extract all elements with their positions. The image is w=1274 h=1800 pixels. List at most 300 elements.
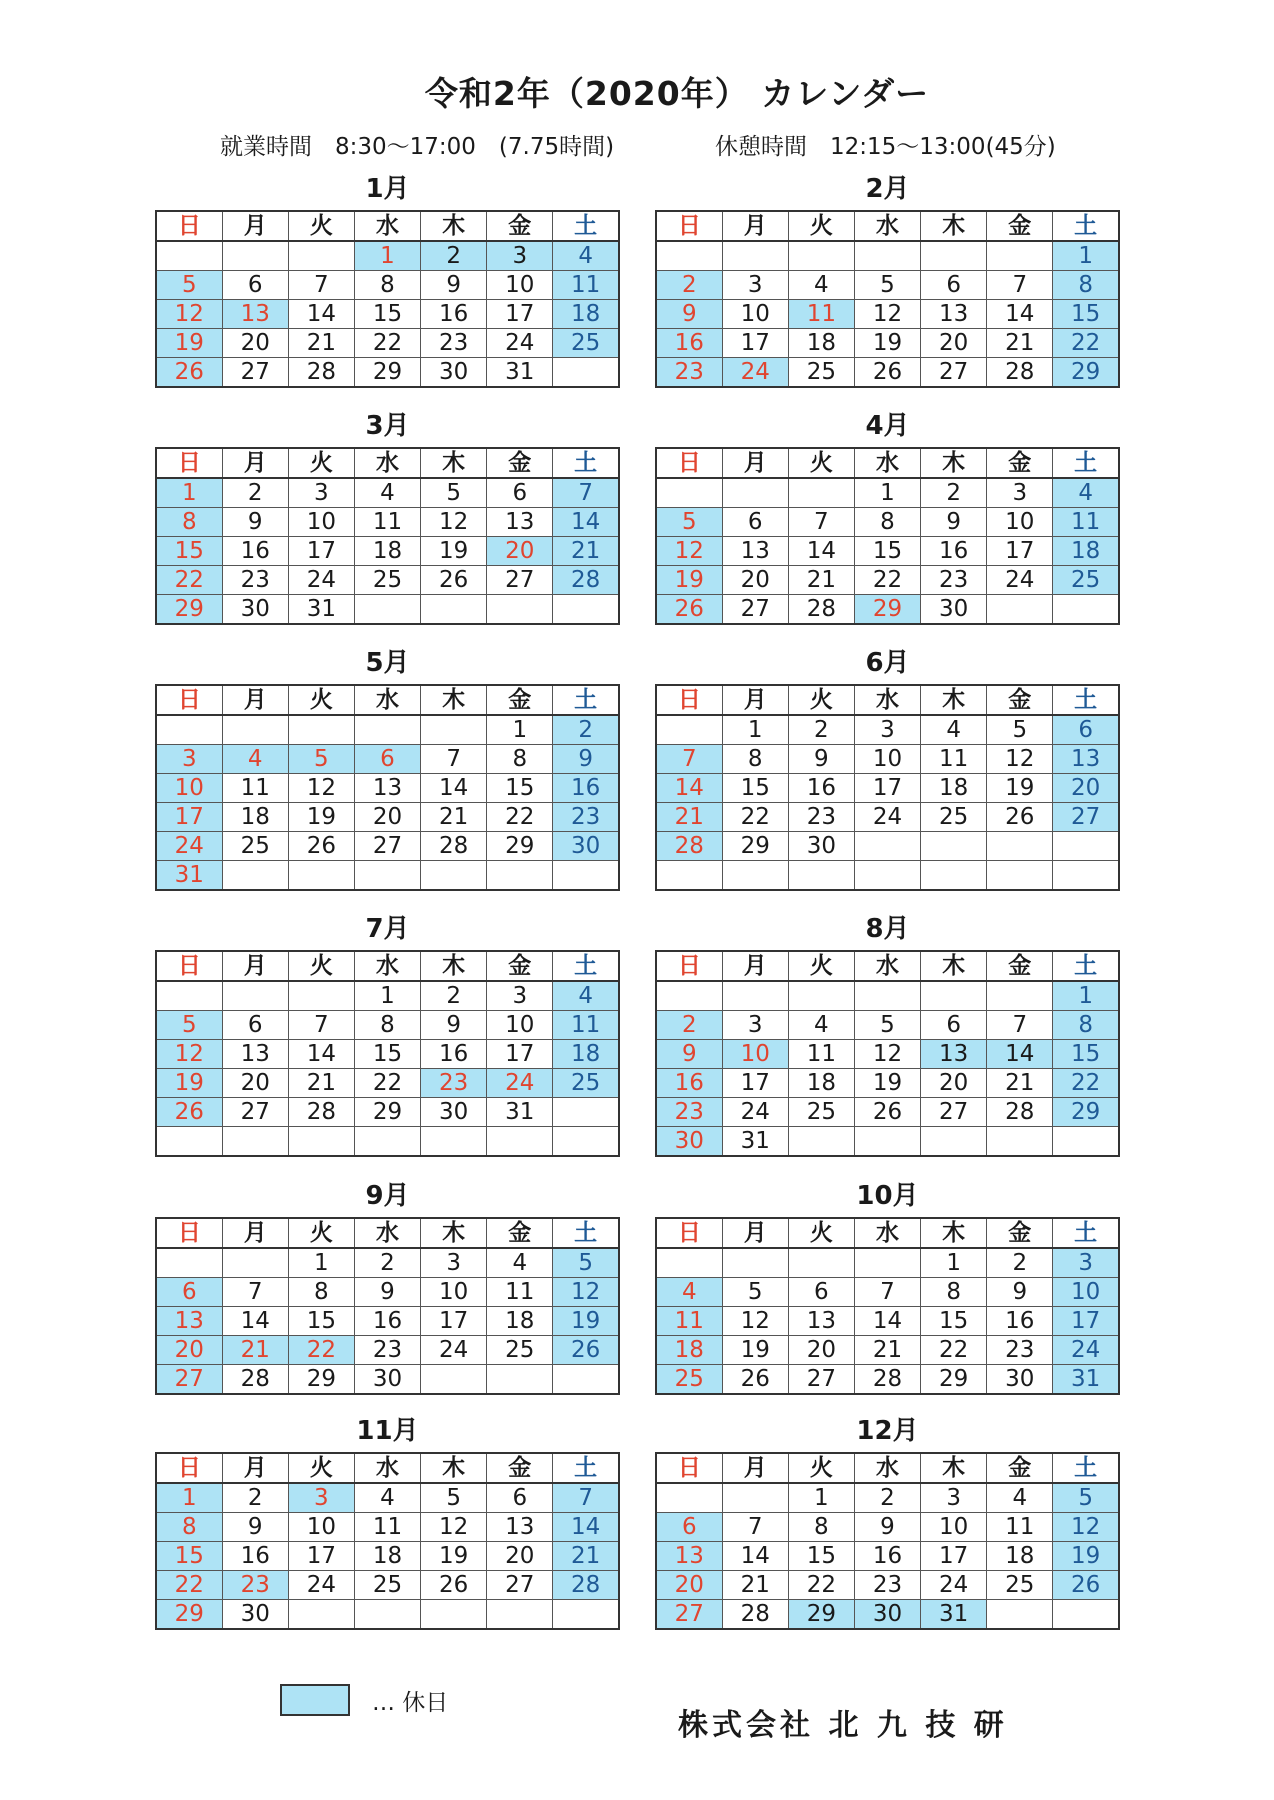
day-cell: 16 — [421, 300, 487, 329]
day-cell: 19 — [656, 566, 722, 595]
day-cell: 5 — [156, 1011, 222, 1040]
day-cell: 13 — [921, 1040, 987, 1069]
day-cell: 4 — [222, 745, 288, 774]
day-cell: 29 — [788, 1600, 854, 1630]
month-table — [155, 1452, 620, 1630]
weekday-header: 土 — [1053, 211, 1119, 241]
day-cell: 15 — [156, 537, 222, 566]
empty-cell — [421, 1600, 487, 1630]
weekday-header: 木 — [421, 951, 487, 981]
day-cell: 3 — [1053, 1248, 1119, 1278]
day-cell: 23 — [421, 1069, 487, 1098]
empty-cell — [288, 861, 354, 891]
day-cell: 19 — [156, 1069, 222, 1098]
day-cell: 10 — [987, 508, 1053, 537]
empty-cell — [487, 1365, 553, 1395]
empty-cell — [854, 832, 920, 861]
weekday-header: 水 — [354, 211, 420, 241]
empty-cell — [421, 595, 487, 625]
day-cell: 12 — [421, 508, 487, 537]
day-cell: 28 — [722, 1600, 788, 1630]
day-cell: 7 — [288, 1011, 354, 1040]
weekday-header: 月 — [222, 951, 288, 981]
empty-cell — [288, 1127, 354, 1157]
weekday-header: 土 — [553, 1218, 619, 1248]
day-cell: 23 — [553, 803, 619, 832]
day-cell: 20 — [921, 1069, 987, 1098]
day-cell: 22 — [156, 1571, 222, 1600]
day-cell: 7 — [553, 478, 619, 508]
empty-cell — [156, 1248, 222, 1278]
day-cell: 25 — [553, 329, 619, 358]
empty-cell — [487, 861, 553, 891]
empty-cell — [553, 358, 619, 388]
weekday-header: 金 — [987, 1453, 1053, 1483]
day-cell: 3 — [487, 981, 553, 1011]
day-cell: 26 — [288, 832, 354, 861]
day-cell: 18 — [656, 1336, 722, 1365]
day-cell: 31 — [288, 595, 354, 625]
weekday-header: 木 — [921, 951, 987, 981]
month-table — [655, 950, 1120, 1157]
day-cell: 6 — [921, 1011, 987, 1040]
weekday-header: 水 — [354, 448, 420, 478]
weekday-header: 月 — [722, 685, 788, 715]
empty-cell — [222, 861, 288, 891]
day-cell: 24 — [487, 329, 553, 358]
empty-cell — [222, 241, 288, 271]
day-cell: 11 — [921, 745, 987, 774]
day-cell: 29 — [921, 1365, 987, 1395]
day-cell: 14 — [222, 1307, 288, 1336]
day-cell: 16 — [921, 537, 987, 566]
day-cell: 5 — [987, 715, 1053, 745]
day-cell: 18 — [788, 1069, 854, 1098]
empty-cell — [553, 861, 619, 891]
day-cell: 23 — [788, 803, 854, 832]
day-cell: 15 — [1053, 1040, 1119, 1069]
month-title: 11月 — [356, 1416, 419, 1446]
weekday-header: 月 — [722, 448, 788, 478]
day-cell: 27 — [487, 1571, 553, 1600]
day-cell: 6 — [722, 508, 788, 537]
day-cell: 22 — [921, 1336, 987, 1365]
day-cell: 22 — [487, 803, 553, 832]
holiday-legend-swatch — [280, 1684, 350, 1716]
empty-cell — [921, 241, 987, 271]
day-cell: 4 — [553, 981, 619, 1011]
day-cell: 20 — [788, 1336, 854, 1365]
day-cell: 30 — [788, 832, 854, 861]
day-cell: 11 — [553, 1011, 619, 1040]
weekday-header: 木 — [921, 448, 987, 478]
day-cell: 7 — [288, 271, 354, 300]
empty-cell — [354, 1600, 420, 1630]
day-cell: 14 — [421, 774, 487, 803]
day-cell: 12 — [421, 1513, 487, 1542]
empty-cell — [421, 715, 487, 745]
day-cell: 23 — [354, 1336, 420, 1365]
day-cell: 14 — [553, 508, 619, 537]
day-cell: 4 — [921, 715, 987, 745]
day-cell: 11 — [553, 271, 619, 300]
day-cell: 29 — [288, 1365, 354, 1395]
weekday-header: 月 — [222, 448, 288, 478]
day-cell: 5 — [1053, 1483, 1119, 1513]
day-cell: 19 — [1053, 1542, 1119, 1571]
day-cell: 2 — [656, 1011, 722, 1040]
day-cell: 8 — [487, 745, 553, 774]
empty-cell — [987, 1127, 1053, 1157]
day-cell: 17 — [288, 537, 354, 566]
weekday-header: 月 — [722, 1218, 788, 1248]
empty-cell — [288, 241, 354, 271]
weekday-header: 月 — [722, 211, 788, 241]
empty-cell — [553, 1600, 619, 1630]
day-cell: 24 — [722, 358, 788, 388]
empty-cell — [788, 478, 854, 508]
day-cell: 2 — [354, 1248, 420, 1278]
day-cell: 1 — [288, 1248, 354, 1278]
empty-cell — [854, 1248, 920, 1278]
empty-cell — [788, 1127, 854, 1157]
day-cell: 27 — [722, 595, 788, 625]
month-title: 1月 — [365, 174, 410, 204]
day-cell: 26 — [722, 1365, 788, 1395]
weekday-header: 土 — [1053, 1218, 1119, 1248]
day-cell: 1 — [354, 241, 420, 271]
empty-cell — [722, 241, 788, 271]
weekday-header: 水 — [354, 1453, 420, 1483]
empty-cell — [222, 981, 288, 1011]
day-cell: 19 — [288, 803, 354, 832]
day-cell: 9 — [421, 1011, 487, 1040]
day-cell: 19 — [421, 1542, 487, 1571]
day-cell: 10 — [722, 300, 788, 329]
day-cell: 16 — [421, 1040, 487, 1069]
day-cell: 15 — [722, 774, 788, 803]
day-cell: 3 — [487, 241, 553, 271]
day-cell: 31 — [156, 861, 222, 891]
day-cell: 11 — [487, 1278, 553, 1307]
day-cell: 3 — [921, 1483, 987, 1513]
day-cell: 14 — [722, 1542, 788, 1571]
day-cell: 25 — [553, 1069, 619, 1098]
day-cell: 2 — [788, 715, 854, 745]
weekday-header: 日 — [156, 1453, 222, 1483]
day-cell: 16 — [987, 1307, 1053, 1336]
day-cell: 8 — [354, 1011, 420, 1040]
empty-cell — [656, 861, 722, 891]
weekday-header: 火 — [788, 211, 854, 241]
month-table — [655, 1217, 1120, 1395]
day-cell: 19 — [421, 537, 487, 566]
day-cell: 22 — [1053, 1069, 1119, 1098]
day-cell: 9 — [921, 508, 987, 537]
day-cell: 18 — [553, 1040, 619, 1069]
day-cell: 27 — [156, 1365, 222, 1395]
day-cell: 20 — [487, 1542, 553, 1571]
day-cell: 28 — [421, 832, 487, 861]
day-cell: 8 — [1053, 1011, 1119, 1040]
empty-cell — [354, 715, 420, 745]
day-cell: 30 — [421, 1098, 487, 1127]
day-cell: 24 — [1053, 1336, 1119, 1365]
day-cell: 17 — [288, 1542, 354, 1571]
day-cell: 9 — [222, 1513, 288, 1542]
day-cell: 25 — [487, 1336, 553, 1365]
empty-cell — [722, 981, 788, 1011]
day-cell: 22 — [354, 1069, 420, 1098]
day-cell: 1 — [354, 981, 420, 1011]
day-cell: 5 — [722, 1278, 788, 1307]
weekday-header: 土 — [553, 448, 619, 478]
day-cell: 21 — [722, 1571, 788, 1600]
day-cell: 2 — [854, 1483, 920, 1513]
day-cell: 26 — [854, 1098, 920, 1127]
day-cell: 18 — [487, 1307, 553, 1336]
day-cell: 7 — [854, 1278, 920, 1307]
empty-cell — [156, 1127, 222, 1157]
month-table — [155, 447, 620, 625]
day-cell: 10 — [722, 1040, 788, 1069]
day-cell: 10 — [288, 508, 354, 537]
day-cell: 12 — [656, 537, 722, 566]
weekday-header: 火 — [288, 211, 354, 241]
weekday-header: 金 — [487, 211, 553, 241]
empty-cell — [854, 861, 920, 891]
weekday-header: 水 — [354, 1218, 420, 1248]
day-cell: 26 — [156, 1098, 222, 1127]
day-cell: 25 — [1053, 566, 1119, 595]
weekday-header: 火 — [788, 1218, 854, 1248]
weekday-header: 土 — [1053, 685, 1119, 715]
day-cell: 12 — [553, 1278, 619, 1307]
day-cell: 6 — [354, 745, 420, 774]
day-cell: 28 — [288, 1098, 354, 1127]
weekday-header: 金 — [987, 1218, 1053, 1248]
weekday-header: 水 — [854, 951, 920, 981]
day-cell: 28 — [288, 358, 354, 388]
weekday-header: 水 — [854, 211, 920, 241]
day-cell: 27 — [222, 1098, 288, 1127]
day-cell: 5 — [553, 1248, 619, 1278]
month-table — [655, 1452, 1120, 1630]
day-cell: 14 — [987, 300, 1053, 329]
day-cell: 31 — [921, 1600, 987, 1630]
day-cell: 1 — [156, 1483, 222, 1513]
day-cell: 19 — [854, 329, 920, 358]
month-table — [155, 684, 620, 891]
day-cell: 6 — [656, 1513, 722, 1542]
day-cell: 2 — [553, 715, 619, 745]
day-cell: 21 — [854, 1336, 920, 1365]
day-cell: 16 — [656, 329, 722, 358]
day-cell: 7 — [421, 745, 487, 774]
day-cell: 5 — [288, 745, 354, 774]
day-cell: 29 — [487, 832, 553, 861]
weekday-header: 月 — [722, 1453, 788, 1483]
day-cell: 29 — [1053, 358, 1119, 388]
day-cell: 6 — [487, 1483, 553, 1513]
day-cell: 20 — [354, 803, 420, 832]
day-cell: 30 — [854, 1600, 920, 1630]
day-cell: 4 — [987, 1483, 1053, 1513]
day-cell: 8 — [788, 1513, 854, 1542]
empty-cell — [487, 1600, 553, 1630]
day-cell: 30 — [987, 1365, 1053, 1395]
day-cell: 1 — [788, 1483, 854, 1513]
day-cell: 26 — [1053, 1571, 1119, 1600]
empty-cell — [553, 1098, 619, 1127]
day-cell: 10 — [288, 1513, 354, 1542]
weekday-header: 月 — [222, 1218, 288, 1248]
day-cell: 4 — [1053, 478, 1119, 508]
day-cell: 14 — [788, 537, 854, 566]
month-title: 7月 — [365, 914, 410, 944]
day-cell: 25 — [788, 358, 854, 388]
day-cell: 10 — [487, 1011, 553, 1040]
empty-cell — [656, 981, 722, 1011]
day-cell: 29 — [354, 358, 420, 388]
day-cell: 24 — [487, 1069, 553, 1098]
day-cell: 30 — [222, 1600, 288, 1630]
day-cell: 15 — [288, 1307, 354, 1336]
empty-cell — [421, 1365, 487, 1395]
empty-cell — [722, 1248, 788, 1278]
empty-cell — [722, 478, 788, 508]
day-cell: 21 — [288, 1069, 354, 1098]
weekday-header: 金 — [487, 951, 553, 981]
day-cell: 1 — [1053, 981, 1119, 1011]
day-cell: 30 — [921, 595, 987, 625]
day-cell: 15 — [788, 1542, 854, 1571]
day-cell: 23 — [921, 566, 987, 595]
empty-cell — [987, 832, 1053, 861]
day-cell: 8 — [354, 271, 420, 300]
day-cell: 31 — [1053, 1365, 1119, 1395]
day-cell: 27 — [354, 832, 420, 861]
day-cell: 27 — [788, 1365, 854, 1395]
day-cell: 28 — [553, 566, 619, 595]
day-cell: 30 — [656, 1127, 722, 1157]
day-cell: 19 — [854, 1069, 920, 1098]
day-cell: 12 — [854, 1040, 920, 1069]
day-cell: 31 — [722, 1127, 788, 1157]
day-cell: 7 — [987, 271, 1053, 300]
empty-cell — [156, 715, 222, 745]
day-cell: 19 — [553, 1307, 619, 1336]
day-cell: 13 — [722, 537, 788, 566]
day-cell: 21 — [987, 1069, 1053, 1098]
day-cell: 21 — [553, 537, 619, 566]
day-cell: 29 — [156, 595, 222, 625]
empty-cell — [788, 861, 854, 891]
weekday-header: 土 — [553, 685, 619, 715]
day-cell: 1 — [921, 1248, 987, 1278]
day-cell: 4 — [354, 1483, 420, 1513]
empty-cell — [354, 595, 420, 625]
day-cell: 17 — [987, 537, 1053, 566]
weekday-header: 日 — [156, 1218, 222, 1248]
day-cell: 6 — [921, 271, 987, 300]
day-cell: 9 — [222, 508, 288, 537]
day-cell: 23 — [421, 329, 487, 358]
day-cell: 27 — [487, 566, 553, 595]
day-cell: 13 — [1053, 745, 1119, 774]
day-cell: 24 — [421, 1336, 487, 1365]
day-cell: 25 — [921, 803, 987, 832]
day-cell: 8 — [288, 1278, 354, 1307]
day-cell: 17 — [854, 774, 920, 803]
day-cell: 28 — [222, 1365, 288, 1395]
day-cell: 28 — [553, 1571, 619, 1600]
weekday-header: 土 — [1053, 1453, 1119, 1483]
weekday-header: 金 — [487, 1218, 553, 1248]
weekday-header: 月 — [722, 951, 788, 981]
day-cell: 12 — [1053, 1513, 1119, 1542]
day-cell: 9 — [656, 1040, 722, 1069]
day-cell: 16 — [788, 774, 854, 803]
empty-cell — [656, 1483, 722, 1513]
day-cell: 28 — [987, 358, 1053, 388]
empty-cell — [553, 1365, 619, 1395]
company-name: 株式会社 北 九 技 研 — [678, 1708, 1008, 1743]
day-cell: 18 — [354, 537, 420, 566]
day-cell: 1 — [722, 715, 788, 745]
empty-cell — [788, 1248, 854, 1278]
day-cell: 23 — [222, 1571, 288, 1600]
weekday-header: 木 — [421, 448, 487, 478]
empty-cell — [854, 1127, 920, 1157]
day-cell: 23 — [656, 1098, 722, 1127]
day-cell: 1 — [1053, 241, 1119, 271]
day-cell: 20 — [722, 566, 788, 595]
empty-cell — [921, 1127, 987, 1157]
day-cell: 20 — [222, 329, 288, 358]
day-cell: 23 — [222, 566, 288, 595]
weekday-header: 火 — [788, 1453, 854, 1483]
day-cell: 8 — [722, 745, 788, 774]
day-cell: 17 — [1053, 1307, 1119, 1336]
day-cell: 12 — [288, 774, 354, 803]
day-cell: 25 — [354, 1571, 420, 1600]
day-cell: 10 — [421, 1278, 487, 1307]
weekday-header: 木 — [421, 1453, 487, 1483]
day-cell: 9 — [421, 271, 487, 300]
day-cell: 15 — [487, 774, 553, 803]
day-cell: 7 — [722, 1513, 788, 1542]
weekday-header: 日 — [656, 211, 722, 241]
day-cell: 30 — [553, 832, 619, 861]
day-cell: 22 — [788, 1571, 854, 1600]
day-cell: 23 — [987, 1336, 1053, 1365]
day-cell: 27 — [921, 1098, 987, 1127]
day-cell: 13 — [788, 1307, 854, 1336]
day-cell: 4 — [656, 1278, 722, 1307]
day-cell: 3 — [288, 478, 354, 508]
day-cell: 29 — [854, 595, 920, 625]
weekday-header: 木 — [921, 1453, 987, 1483]
weekday-header: 火 — [288, 1218, 354, 1248]
day-cell: 4 — [487, 1248, 553, 1278]
month-table — [655, 210, 1120, 388]
empty-cell — [788, 241, 854, 271]
day-cell: 24 — [987, 566, 1053, 595]
weekday-header: 日 — [156, 951, 222, 981]
day-cell: 11 — [656, 1307, 722, 1336]
day-cell: 8 — [921, 1278, 987, 1307]
